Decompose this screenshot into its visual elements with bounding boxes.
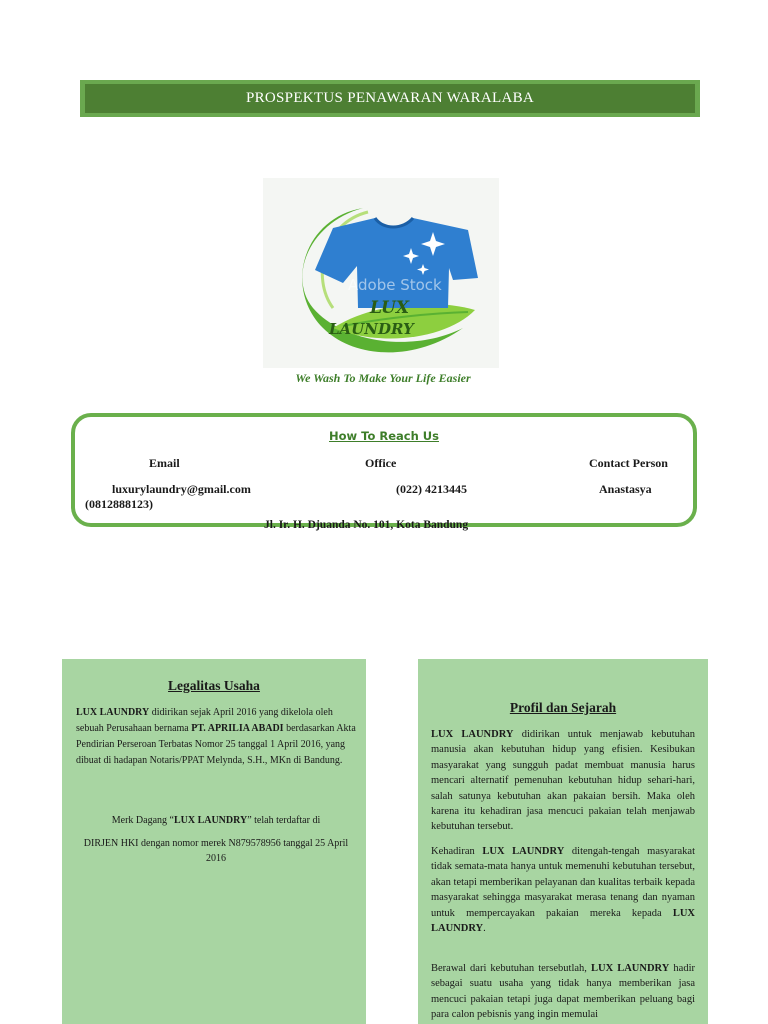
profile-paragraph-3: Berawal dari kebutuhan tersebutlah, LUX LAUNDRY hadir sebagai suatu usaha yang tidak hanya memberikan jasa mencuci pakaian tetapi juga dapat memberikan peluang bagi para calon pebisnis yang ingin memulai bbox=[431, 963, 695, 1021]
logo-watermark: Adobe Stock bbox=[348, 276, 442, 294]
office-phone: (022) 4213445 bbox=[396, 482, 467, 496]
brand-name: LUX LAUNDRY bbox=[482, 846, 565, 857]
banner-title: PROSPEKTUS PENAWARAN WARALABA bbox=[85, 84, 695, 113]
lux-laundry-logo bbox=[263, 178, 499, 368]
profile-panel bbox=[418, 659, 708, 1024]
company-name: PT. APRILIA ABADI bbox=[191, 723, 284, 734]
profile-paragraph-2: Kehadiran LUX LAUNDRY ditengah-tengah masyarakat tidak semata-mata hanya untuk memenuhi kebutuhan tersebut, akan tetapi memberikan pelayanan dan kualitas terbaik kepada masyarakat sehingga masyarakat merasa tenang dan nyaman untuk mempercayakan pakaian mereka kepada LUX LAUNDRY. bbox=[431, 846, 695, 935]
trademark-line: Merk Dagang “LUX LAUNDRY” telah terdaftar di bbox=[111, 815, 321, 826]
legal-paragraph: LUX LAUNDRY didirikan sejak April 2016 yang dikelola oleh sebuah Perusahaan bernama PT. APRILIA ABADI berdasarkan Akta Pendirian Perseroan Terbatas Nomor 25 tanggal 1 April 2016, yang dibuat di hadapan Notaris/PPAT Melynda, S.H., MKn di Bandung. bbox=[76, 707, 356, 766]
profile-paragraph-1: LUX LAUNDRY didirikan untuk menjawab kebutuhan manusia akan kebutuhan hidup yang efisien. Kesibukan masyarakat yang sungguh padat membuat manusia harus mencari alternatif pemenuhan kebutuhan hidup sehari-hari, salah satunya kebutuhan akan pakaian bersih. Maka oleh karena itu kehadiran jasa mencuci pakaian telah menjawab kebutuhan tersebut. bbox=[431, 729, 695, 833]
contact-person-name: Anastasya bbox=[599, 482, 652, 496]
logo-graphic bbox=[263, 178, 499, 368]
brand-name: LUX LAUNDRY bbox=[173, 815, 248, 826]
brand-name: LUX LAUNDRY bbox=[590, 963, 670, 974]
contact-title: How To Reach Us bbox=[329, 429, 439, 443]
brand-name: LUX LAUNDRY bbox=[76, 707, 150, 718]
contact-box bbox=[71, 413, 697, 527]
office-label: Office bbox=[365, 456, 397, 470]
tagline: We Wash To Make Your Life Easier bbox=[295, 371, 471, 385]
brand-name: LUX LAUNDRY bbox=[431, 907, 695, 935]
email-label: Email bbox=[149, 456, 180, 470]
legal-panel bbox=[62, 659, 366, 1024]
registration-line: DIRJEN HKI dengan nomor merek N879578956 tanggal 25 April 2016 bbox=[83, 838, 349, 864]
address: Jl. Ir. H. Djuanda No. 101, Kota Bandung bbox=[264, 519, 469, 531]
contact-person-phone: (0812888123) bbox=[85, 497, 153, 511]
logo-brand-line2: LAUNDRY bbox=[329, 320, 414, 338]
title-banner bbox=[80, 80, 700, 117]
logo-shirt bbox=[315, 218, 478, 308]
legal-title: Legalitas Usaha bbox=[168, 678, 260, 693]
contact-person-label: Contact Person bbox=[589, 456, 668, 470]
brand-name: LUX LAUNDRY bbox=[431, 729, 514, 740]
logo-brand-line1: LUX bbox=[370, 298, 410, 318]
email-value[interactable]: luxurylaundry@gmail.com bbox=[112, 482, 251, 496]
profile-title: Profil dan Sejarah bbox=[509, 700, 617, 715]
